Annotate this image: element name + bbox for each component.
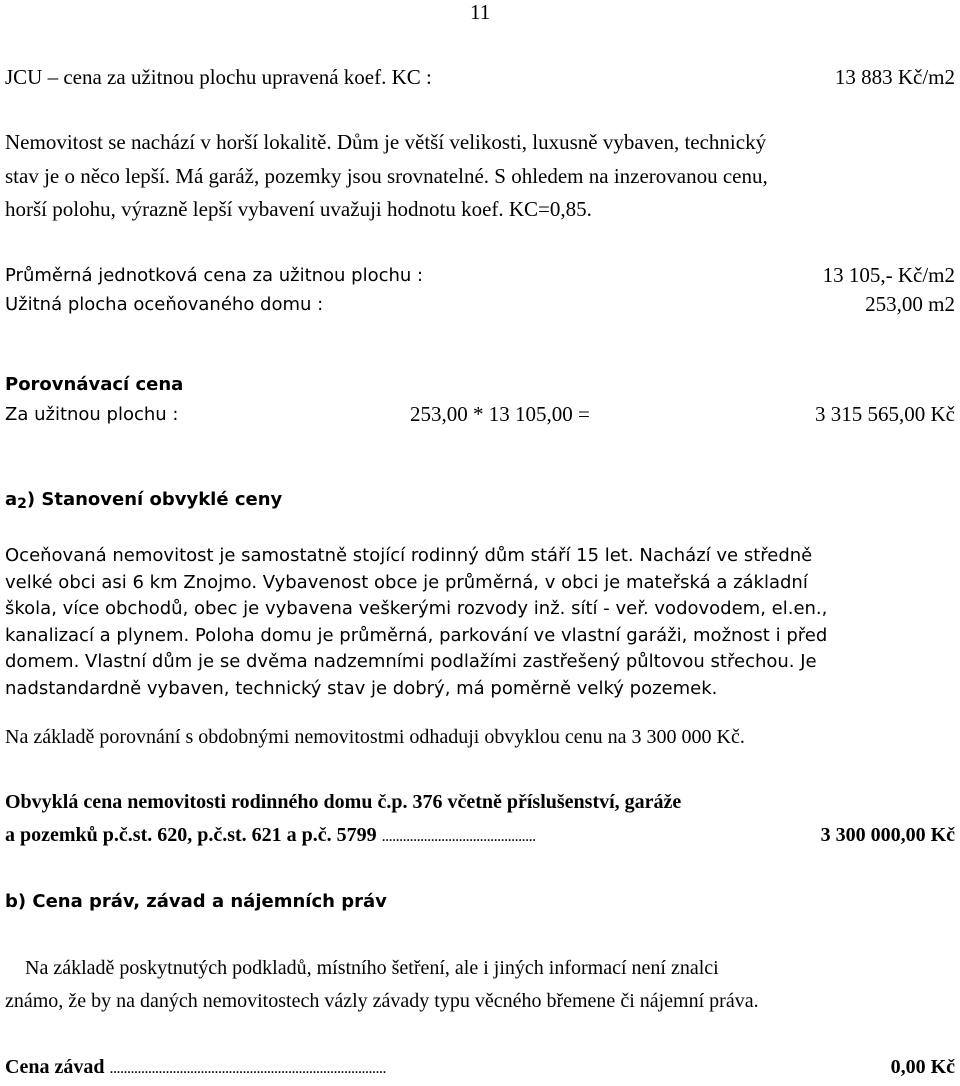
a2-title: ) Stanovení obvyklé ceny: [26, 489, 283, 510]
usual-price-line-2-row: [5, 824, 955, 847]
a2-paragraph-line-6: nadstandardně vybaven, technický stav je dobrý, má poměrně velký pozemek.: [5, 677, 718, 699]
b-line-1: Na základě poskytnutých podkladů, místního šetření, ale i jiných informací není znalci: [25, 957, 719, 979]
a2-conclusion: Na základě porovnání s obdobnými nemovitostmi odhaduji obvyklou cenu na 3 300 000 Kč.: [5, 726, 745, 748]
comparative-formula: 253,00 * 13 105,00 =: [410, 402, 590, 426]
usable-area-value: 253,00 m2: [865, 292, 955, 316]
defects-price-dots: ...............................................................................: [109, 1060, 386, 1077]
jcu-value: 13 883 Kč/m2: [834, 65, 955, 89]
comparative-heading: Porovnávací cena: [5, 374, 184, 395]
defects-price-label: Cena závad: [5, 1056, 105, 1078]
usual-price-value: 3 300 000,00 Kč: [820, 824, 955, 846]
comparative-label: Za užitnou plochu :: [5, 404, 179, 425]
a2-paragraph: [5, 543, 957, 702]
location-note-line-3: horší polohu, výrazně lepší vybavení uvažuji hodnotu koef. KC=0,85.: [5, 197, 592, 221]
unit-price-label: Průměrná jednotková cena za užitnou plochu :: [5, 265, 424, 286]
defects-price-value: 0,00 Kč: [890, 1056, 955, 1078]
usual-price-line-2: a pozemků p.č.st. 620, p.č.st. 621 a p.č. 5799: [5, 824, 377, 846]
usual-price-dots: ............................................: [381, 828, 536, 845]
usable-area-label: Užitná plocha oceňovaného domu :: [5, 294, 324, 315]
a2-paragraph-line-5: domem. Vlastní dům je se dvěma nadzemními podlažími zastřešený půltovou střechou. Je: [5, 651, 817, 672]
a2-paragraph-line-1: Oceňovaná nemovitost je samostatně stojící rodinný dům stáří 15 let. Nachází ve středně: [5, 545, 813, 566]
usual-price-line-1: Obvyklá cena nemovitosti rodinného domu č.p. 376 včetně příslušenství, garáže: [5, 791, 682, 813]
a2-paragraph-line-4: kanalizací a plynem. Poloha domu je průměrná, parkování ve vlastní garáži, možnost i před: [5, 624, 828, 646]
a2-paragraph-line-3: škola, více obchodů, obec je vybavena veškerými rozvody inž. sítí - veř. vodovodem, el.en.,: [5, 598, 828, 619]
a2-heading: [5, 489, 282, 512]
b-heading: b) Cena práv, závad a nájemních práv: [5, 891, 387, 912]
b-line-2: známo, že by na daných nemovitostech vázly závady typu věcného břemene či nájemní práva.: [5, 990, 759, 1012]
location-note-line-2: stav je o něco lepší. Má garáž, pozemky jsou srovnatelné. S ohledem na inzerovanou cenu,: [5, 164, 768, 188]
page-number: 11: [470, 0, 491, 24]
a2-paragraph-line-2: velké obci asi 6 km Znojmo. Vybavenost obce je průměrná, v obci je mateřská a základní: [5, 571, 808, 593]
jcu-label: JCU – cena za užitnou plochu upravená koef. KC :: [5, 65, 432, 89]
location-note-line-1: Nemovitost se nachází v horší lokalitě. Dům je větší velikosti, luxusně vybaven, technický: [5, 130, 767, 154]
a2-subscript: 2: [17, 496, 27, 512]
unit-price-value: 13 105,- Kč/m2: [822, 263, 955, 287]
defects-price-row: [5, 1056, 955, 1079]
a2-prefix: a: [5, 489, 18, 510]
comparative-result: 3 315 565,00 Kč: [815, 402, 955, 426]
